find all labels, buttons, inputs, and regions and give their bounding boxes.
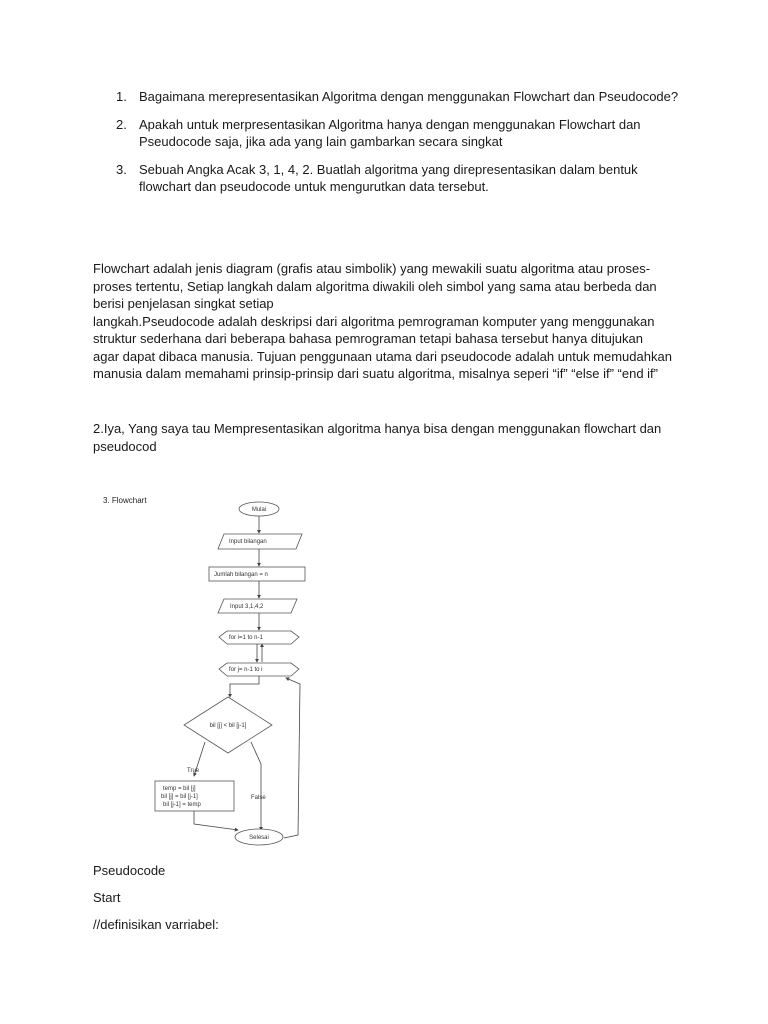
text-line: agar dapat dibaca manusia. Tujuan penggunaan utama dari pseudocode adalah untuk memudahkan bbox=[93, 348, 672, 364]
text-line: langkah.Pseudocode adalah deskripsi dari algoritma pemrograman komputer yang menggunakan bbox=[93, 313, 655, 329]
start-label: Mulai bbox=[251, 507, 267, 513]
connector-line bbox=[194, 811, 238, 830]
question-list bbox=[93, 88, 683, 206]
question-text: Apakah untuk merpresentasikan Algoritma hanya dengan menggunakan Flowchart dan Pseudocode saja, jika ada yang lain gambarkan secara singkat bbox=[139, 116, 641, 149]
flowchart-diagram bbox=[93, 492, 323, 852]
question-item bbox=[93, 161, 683, 196]
connector-line bbox=[284, 678, 300, 838]
text-line: pseudocod bbox=[93, 438, 157, 454]
input-bilangan-label: Input bilangan bbox=[229, 539, 267, 545]
swap-line-3: bil [j-1] = temp bbox=[163, 802, 201, 808]
pseudocode-comment: //definisikan varriabel: bbox=[93, 917, 219, 932]
end-label: Selesai bbox=[249, 835, 269, 841]
question-text: Bagaimana merepresentasikan Algoritma dengan menggunakan Flowchart dan Pseudocode? bbox=[139, 89, 679, 104]
false-label: False bbox=[251, 795, 266, 801]
text-line: struktur sederhana dari beberapa bahasa pemrograman tetapi bahasa tersebut hanya ditujukan bbox=[93, 331, 643, 346]
question-item bbox=[93, 88, 683, 106]
text-line: proses tertentu, Setiap langkah dalam algoritma diwakili oleh simbol yang sama atau berbeda dan bbox=[93, 278, 657, 294]
swap-line-1: temp = bil [j] bbox=[163, 786, 196, 792]
loop-i-label: for i=1 to n-1 bbox=[229, 635, 263, 641]
question-item bbox=[93, 116, 683, 151]
pseudocode-start: Start bbox=[93, 890, 121, 905]
text-line: 2.Iya, Yang saya tau Mempresentasikan algoritma hanya bisa dengan menggunakan flowchart dan bbox=[93, 421, 662, 436]
question-number: 3. bbox=[116, 161, 127, 177]
flowchart-image bbox=[93, 492, 323, 852]
pseudocode-heading: Pseudocode bbox=[93, 863, 166, 878]
true-label: True bbox=[187, 768, 200, 774]
text-line: berisi penjelasan singkat setiap bbox=[93, 296, 274, 311]
jumlah-label: Jumlah bilangan = n bbox=[214, 572, 268, 578]
text-line: Flowchart adalah jenis diagram (grafis atau simbolik) yang mewakili suatu algoritma atau proses- bbox=[93, 261, 651, 276]
answer-1-paragraph bbox=[93, 260, 683, 383]
swap-line-2: bil [j] = bil [j-1] bbox=[161, 794, 198, 800]
connector-line bbox=[251, 742, 261, 830]
question-text: Sebuah Angka Acak 3, 1, 4, 2. Buatlah algoritma yang direpresentasikan dalam bentuk flowchart dan pseudocode untuk mengurutkan data tersebut. bbox=[139, 161, 638, 194]
input-values-label: Input 3,1,4,2 bbox=[230, 604, 264, 610]
answer-2-paragraph bbox=[93, 420, 683, 455]
question-number: 1. bbox=[116, 89, 127, 104]
text-line: manusia dalam memahami prinsip-prinsip dari suatu algoritma, misalnya seperi “if” “else if” “end if” bbox=[93, 366, 658, 381]
question-number: 2. bbox=[116, 116, 127, 132]
flowchart-title: 3. Flowchart bbox=[103, 496, 147, 505]
connector-line bbox=[230, 676, 259, 697]
loop-j-label: for j= n-1 to i bbox=[229, 667, 263, 673]
condition-label: bil [j] < bil [j-1] bbox=[209, 723, 247, 729]
